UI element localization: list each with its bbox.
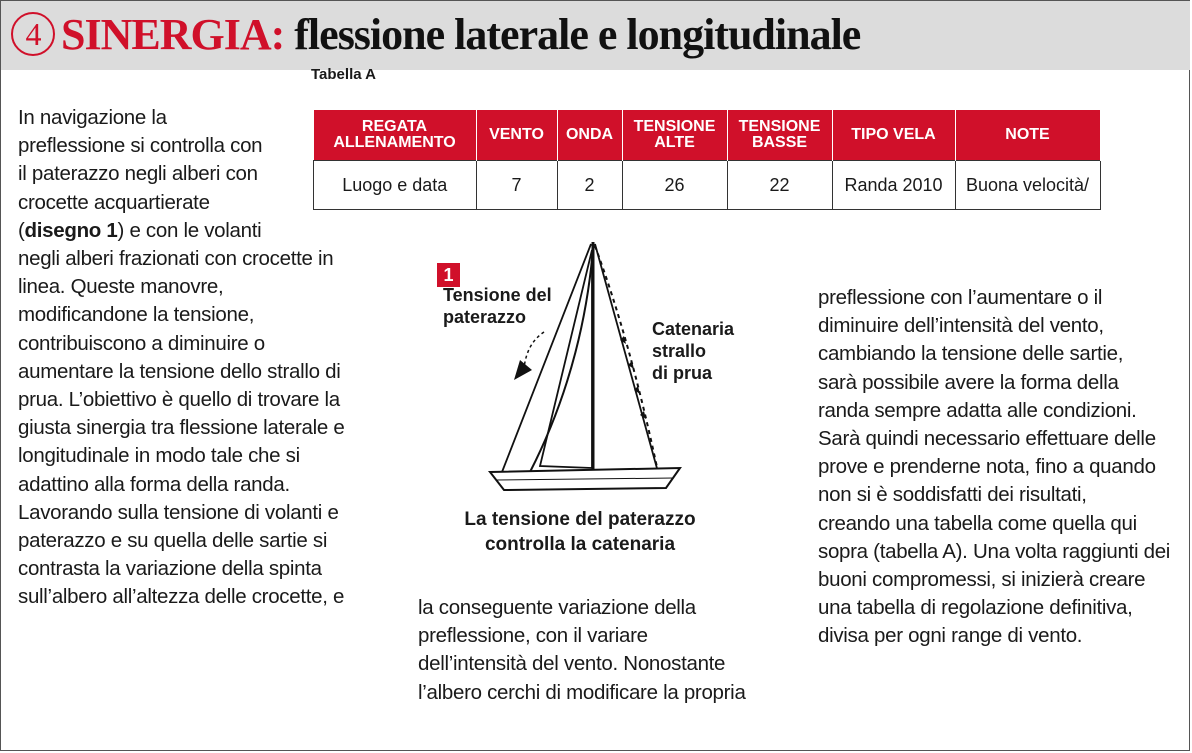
- title-subject: flessione laterale e longitudinale: [294, 10, 861, 59]
- text-column-2: [418, 594, 746, 707]
- label-line: Catenaria: [652, 319, 735, 339]
- table-header: VENTO: [476, 110, 557, 161]
- text-line: sull’albero all’altezza delle crocette, e: [18, 585, 345, 609]
- title-keyword: SINERGIA:: [61, 10, 285, 59]
- table-header: ONDA: [557, 110, 622, 161]
- table-header: NOTE: [955, 110, 1100, 161]
- table-cell: Luogo e data: [314, 161, 477, 210]
- text-line: Lavorando sulla tensione di volanti e: [18, 500, 339, 524]
- table-header: TENSIONE ALTE: [622, 110, 727, 161]
- table-cell: 7: [476, 161, 557, 210]
- text-line: divisa per ogni range di vento.: [818, 624, 1083, 648]
- table-header: REGATA ALLENAMENTO: [314, 110, 477, 161]
- text-line: linea. Queste manovre,: [18, 275, 224, 299]
- figure-reference: disegno 1: [24, 218, 118, 242]
- text-fragment: ) e con le volanti: [117, 218, 262, 242]
- text-line: contrasta la variazione della spinta: [18, 557, 322, 581]
- text-line: dell’intensità del vento. Nonostante: [418, 652, 726, 676]
- text-line: il paterazzo negli alberi con: [18, 162, 258, 186]
- text-line: aumentare la tensione dello strallo di: [18, 359, 341, 383]
- article-title: [11, 7, 860, 63]
- label-forestay-catenary: [652, 318, 734, 384]
- text-line: giusta sinergia tra flessione laterale e: [18, 416, 345, 440]
- text-line: paterazzo e su quella delle sartie si: [18, 529, 328, 553]
- figure-caption: [430, 507, 730, 557]
- tension-arrow-outline: [524, 332, 544, 368]
- table-cell: 26: [622, 161, 727, 210]
- jib: [540, 250, 592, 468]
- text-line: cambiando la tensione delle sartie,: [818, 342, 1124, 366]
- text-line: non si è soddisfatti dei risultati,: [818, 483, 1087, 507]
- text-line: prove e prenderne nota, fino a quando: [818, 455, 1156, 479]
- text-line: In navigazione la: [18, 106, 167, 129]
- text-line: buoni compromessi, si inizierà creare: [818, 568, 1146, 592]
- text-line: Sarà quindi necessario effettuare delle: [818, 427, 1156, 451]
- label-backstay-tension: [443, 284, 552, 328]
- label-line: strallo: [652, 341, 707, 361]
- text-line: modificandone la tensione,: [18, 303, 255, 327]
- section-number-badge: 4: [11, 12, 55, 56]
- table-header: TIPO VELA: [832, 110, 955, 161]
- table-header-row: [314, 110, 1101, 161]
- text-line: prua. L’obiettivo è quello di trovare la: [18, 388, 340, 412]
- text-line: adattino alla forma della randa.: [18, 472, 290, 496]
- table-header: TENSIONE BASSE: [727, 110, 832, 161]
- label-line: di prua: [652, 363, 713, 383]
- text-line: sopra (tabella A). Una volta raggiunti dei: [818, 539, 1171, 563]
- table-cell: 2: [557, 161, 622, 210]
- text-line: crocette acquartierate: [18, 190, 210, 214]
- text-line: diminuire dell’intensità del vento,: [818, 314, 1104, 338]
- table-label: Tabella A: [311, 66, 377, 83]
- text-line: contribuiscono a diminuire o: [18, 331, 265, 355]
- text-line: una tabella di regolazione definitiva,: [818, 596, 1133, 620]
- text-line: [18, 217, 344, 245]
- text-fragment: (: [18, 218, 25, 242]
- text-line: l’albero cerchi di modificare la propria: [418, 680, 746, 704]
- regatta-table: [313, 110, 1101, 210]
- table-cell: 22: [727, 161, 832, 210]
- table-cell: Randa 2010: [832, 161, 955, 210]
- text-line: preflessione con l’aumentare o il: [818, 286, 1103, 309]
- label-line: Tensione del: [443, 285, 552, 305]
- caption-line: La tensione del paterazzo: [464, 509, 696, 530]
- article-header: [1, 1, 1190, 70]
- text-column-1: [18, 104, 344, 612]
- text-line: preflessione si controlla con: [18, 134, 263, 158]
- text-line: creando una tabella come quella qui: [818, 511, 1137, 535]
- caption-line: controlla la catenaria: [484, 534, 676, 555]
- text-line: sarà possibile avere la forma della: [818, 370, 1119, 394]
- table-cell: Buona velocità/: [955, 161, 1100, 210]
- text-line: la conseguente variazione della: [418, 596, 696, 619]
- table-row: [314, 161, 1101, 210]
- label-line: paterazzo: [443, 307, 527, 327]
- text-column-3: [818, 284, 1170, 651]
- tension-arrow-head: [514, 360, 532, 380]
- text-line: negli alberi frazionati con crocette in: [18, 247, 334, 271]
- forestay: [595, 244, 658, 472]
- text-line: randa sempre adatta alle condizioni.: [818, 398, 1137, 422]
- figure-number-badge: 1: [437, 263, 460, 287]
- text-line: longitudinale in modo tale che si: [18, 444, 300, 468]
- text-line: preflessione, con il variare: [418, 624, 648, 648]
